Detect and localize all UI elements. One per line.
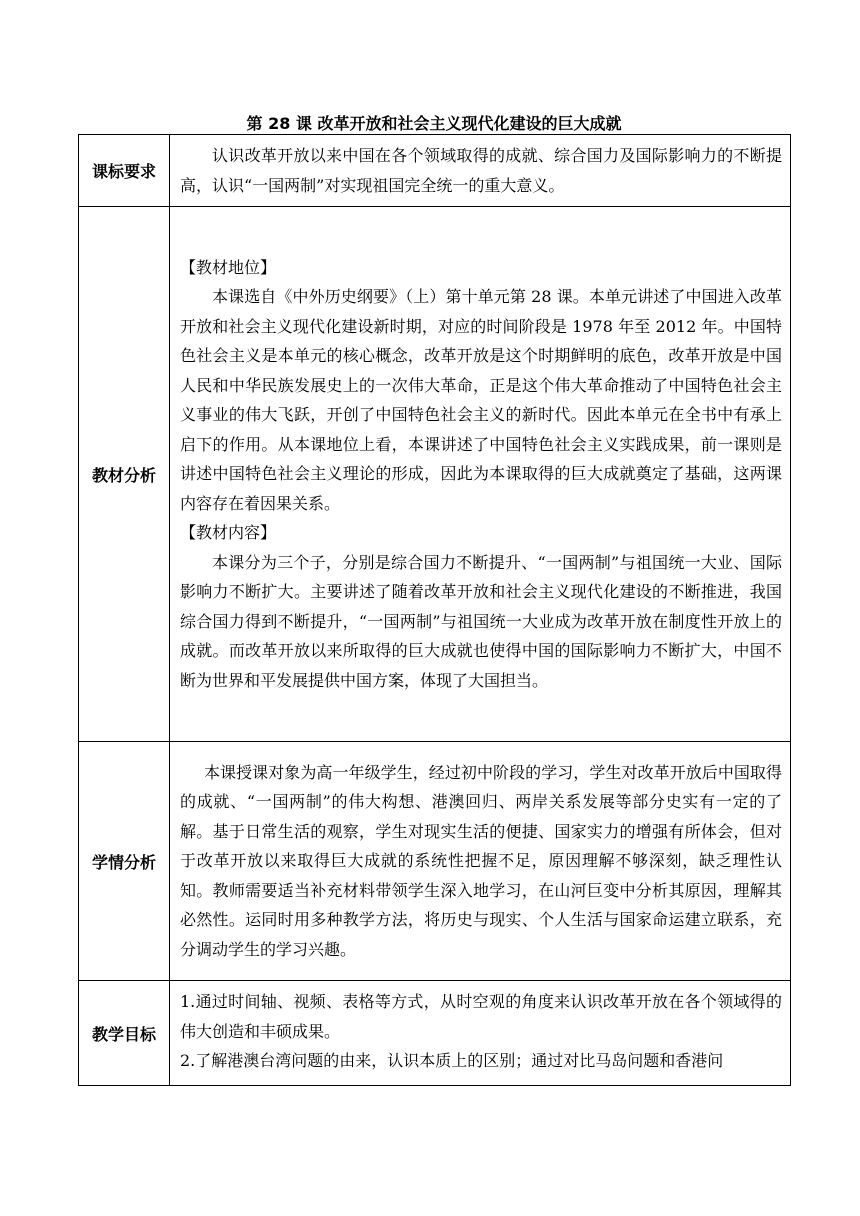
section-label: 课标要求	[79, 135, 170, 207]
table-row	[79, 207, 791, 742]
learner-analysis-text: 本课授课对象为高一年级学生，经过初中阶段的学习，学生对改革开放后中国取得的成就、“一国两制”的伟大构想、港澳回归、两岸关系发展等部分史实有一定的了解。基于日常生活的观察，学生对现实生活的便捷、国家实力的增强有所体会，但对于改革开放以来取得巨大成就的系统性把握不足，原因理解不够深刻，缺乏理性认知。教师需要适当补充材料带领学生深入地学习，在山河巨变中分析其原因，理解其必然性。运同时用多种教学方法，将历史与现实、个人生活与国家命运建立联系，充分调动学生的学习兴趣。	[180, 762, 782, 959]
section-content	[170, 981, 791, 1086]
table-row	[79, 742, 791, 981]
subsection-heading: 【教材地位】	[180, 257, 277, 277]
section-label: 学情分析	[79, 742, 170, 981]
table-row	[79, 981, 791, 1086]
section-content	[170, 207, 791, 742]
section-content	[170, 742, 791, 981]
section-content	[170, 135, 791, 207]
document-title: 第 28 课 改革开放和社会主义现代化建设的巨大成就	[246, 114, 622, 133]
standard-requirement-text: 认识改革开放以来中国在各个领域取得的成就、综合国力及国际影响力的不断提高，认识“一国两制”对实现祖国完全统一的重大意义。	[180, 146, 782, 195]
section-label: 教学目标	[79, 981, 170, 1086]
objective-item: 2.了解港澳台湾问题的由来，认识本质上的区别；通过对比马岛问题和香港问	[180, 1051, 724, 1070]
lesson-plan-table	[78, 134, 791, 1086]
objective-item: 1.通过时间轴、视频、表格等方式，从时空观的角度来认识改革开放在各个领域得的伟大创造和丰硕成果。	[180, 992, 782, 1041]
section-label: 教材分析	[79, 207, 170, 742]
textbook-position-text: 本课选自《中外历史纲要》（上）第十单元第 28 课。本单元讲述了中国进入改革开放和社会主义现代化建设新时期，对应的时间阶段是 1978 年至 2012 年。中国特色社会主义是本单元的核心概念，改革开放是这个时期鲜明的底色，改革开放是中国人民和中华民族发展史上的一次伟大革命，正是这个伟大革命推动了中国特色社会主义事业的伟大飞跃，开创了中国特色社会主义的新时代。因此本单元在全书中有承上启下的作用。从本课地位上看，本课讲述了中国特色社会主义实践成果，前一课则是讲述中国特色社会主义理论的形成，因此为本课取得的巨大成就奠定了基础，这两课内容存在着因果关系。	[180, 287, 782, 513]
textbook-content-text: 本课分为三个子，分别是综合国力不断提升、“一国两制”与祖国统一大业、国际影响力不断扩大。主要讲述了随着改革开放和社会主义现代化建设的不断推进，我国综合国力得到不断提升，“一国两制”与祖国统一大业成为改革开放在制度性开放上的成就。而改革开放以来所取得的巨大成就也使得中国的国际影响力不断扩大，中国不断为世界和平发展提供中国方案，体现了大国担当。	[180, 552, 782, 690]
table-row	[79, 135, 791, 207]
subsection-heading: 【教材内容】	[180, 523, 277, 543]
